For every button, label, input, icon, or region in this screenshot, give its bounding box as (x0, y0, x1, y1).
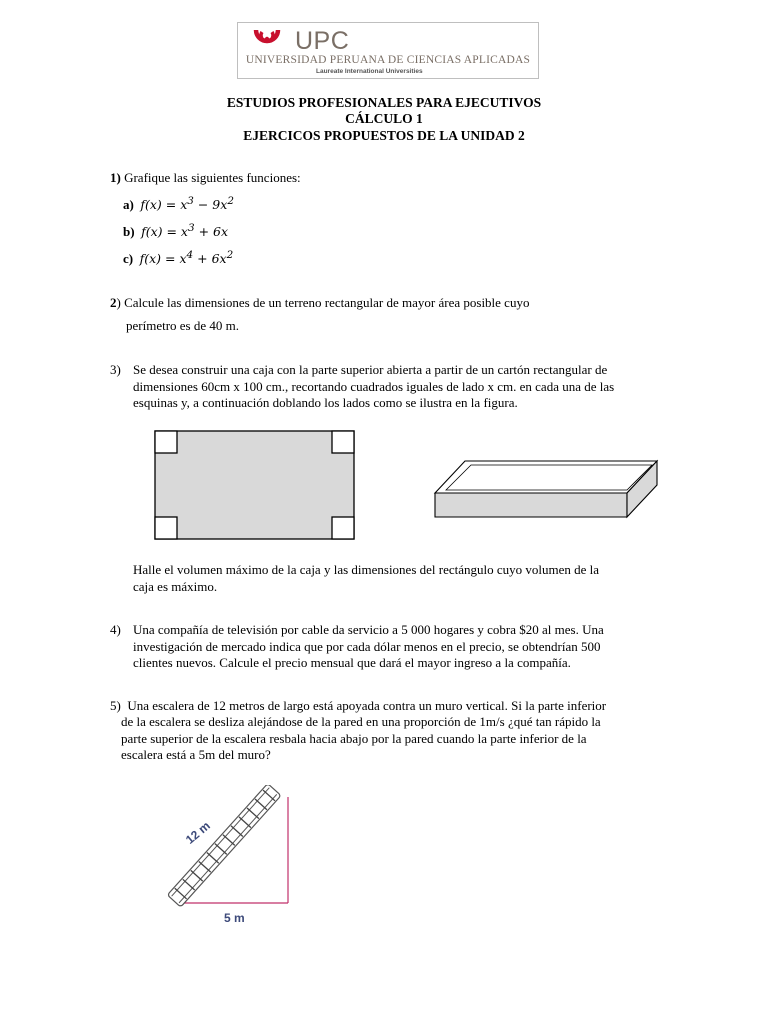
corner-square-bl (155, 517, 177, 539)
network-name: Laureate International Universities (316, 68, 423, 75)
function-b: b) $f(x) = x^3 + 6x$ (123, 222, 229, 240)
exercise-3-number: 3) (110, 362, 121, 377)
university-logo (237, 22, 539, 79)
function-a-expr: $x^3 - 9x^2$ (180, 195, 234, 213)
program-title: ESTUDIOS PROFESIONALES PARA EJECUTIVOS (226, 95, 542, 110)
exercise-2-line1: 2) Calcule las dimensiones de un terreno rectangular de mayor área posible cuyo (110, 295, 530, 310)
ladder-icon (167, 785, 281, 907)
corner-square-br (332, 517, 354, 539)
exercise-2-number: 2 (110, 295, 117, 310)
function-a: a) $f(x) = x^3 - 9x^2$ (123, 195, 234, 213)
function-c: c) $f(x) = x^4 + 6x^2$ (123, 249, 234, 267)
corner-square-tl (155, 431, 177, 453)
exercise-5-line1: 5) Una escalera de 12 metros de largo está apoyada contra un muro vertical. Si la parte inferior (110, 698, 607, 713)
base-distance-label: 5 m (224, 911, 245, 925)
exercise-4-text: Una compañía de televisión por cable da servicio a 5 000 hogares y cobra $20 al mes. Una investigación de mercado indica que por cada dólar menos en el precio, se obtendrían 500 clientes nuevos. Calcule el precio mensual que dará el mayor ingreso a la compañía. (133, 622, 604, 670)
university-name: UNIVERSIDAD PERUANA DE CIENCIAS APLICADAS (245, 54, 531, 66)
exercise-1-text: Grafique las siguientes funciones: (124, 170, 301, 185)
logo-text: UPC (295, 27, 350, 55)
exercise-5-text: de la escalera se desliza alejándose de la pared en una proporción de 1m/s ¿qué tan rápido la parte superior de la escalera resbala hacia abajo por la pared cuando la parte inferior de la escalera está a 5m del muro? (121, 714, 601, 762)
exercise-1-prompt (110, 170, 301, 187)
exercise-3-text: Se desea construir una caja con la parte superior abierta a partir de un cartón rectangular de dimensiones 60cm x 100 cm., recortando cuadrados iguales de lado x cm. en cada una de las esquinas y, a continuación doblando los lados como se ilustra en la figura. (133, 362, 615, 410)
exercise-3-followup: Halle el volumen máximo de la caja y las dimensiones del rectángulo cuyo volumen de la caja es máximo. (133, 562, 600, 594)
cardboard-rect (155, 431, 354, 539)
ladder-figure (160, 785, 310, 935)
course-title: CÁLCULO 1 (345, 111, 423, 126)
cardboard-figure (150, 425, 360, 547)
function-c-expr: $x^4 + 6x^2$ (179, 249, 234, 267)
unit-title: EJERCICOS PROPUESTOS DE LA UNIDAD 2 (243, 128, 525, 143)
corner-square-tr (332, 431, 354, 453)
exercise-5-number: 5) (110, 698, 121, 713)
open-box-figure (430, 455, 665, 525)
ladder-length-label: 12 m (182, 818, 213, 847)
exercise-1-number: 1) (110, 170, 121, 185)
exercise-4-number: 4) (110, 622, 121, 637)
function-b-expr: $x^3 + 6x$ (180, 222, 229, 240)
box-top-opening (435, 461, 657, 493)
box-front-face (435, 493, 627, 517)
upc-emblem-icon (246, 26, 290, 56)
exercise-2-line2: perímetro es de 40 m. (126, 318, 239, 333)
